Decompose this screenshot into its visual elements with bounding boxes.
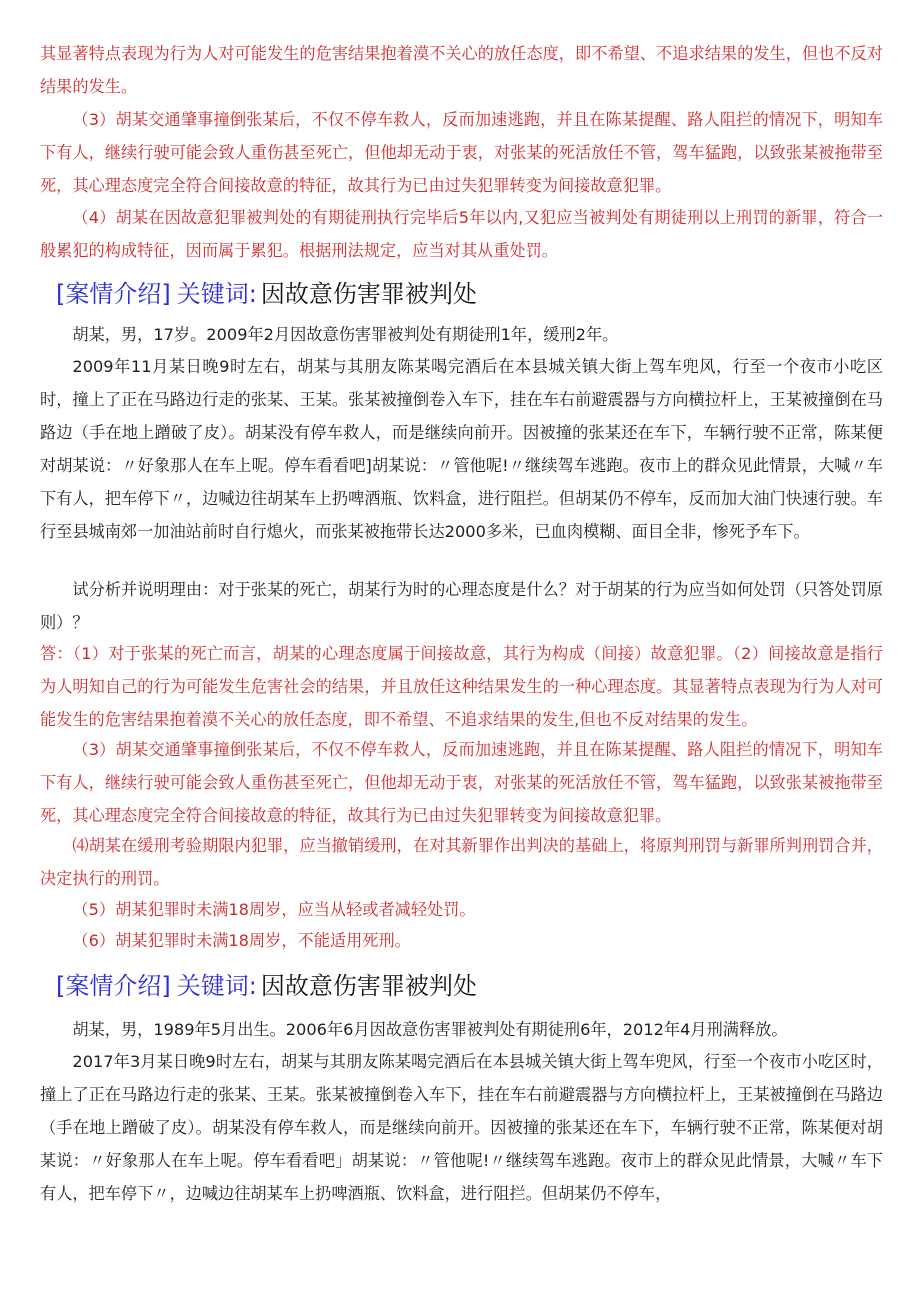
answer-paragraph-4: （4）胡某在因故意犯罪被判处的有期徒刑执行完毕后5年以内,又犯应当被判处有期徒刑以上刑罚的新罪，符合一般累犯的构成特征，因而属于累犯。根据刑法规定，应当对其从重处罚。 — [40, 208, 883, 260]
answer-paragraph-3: （3）胡某交通肇事撞倒张某后，不仅不停车救人，反而加速逃跑，并且在陈某提醒、路人阻拦的情况下，明知车下有人，继续行驶可能会致人重伤甚至死亡，但他却无动于衷，对张某的死活放任不管，驾车猛跑，以致张某被拖带至死，其心理态度完全符合间接故意的特征，故其行为已由过失犯罪转变为间接故意犯罪。 — [40, 110, 883, 195]
case-title: 因故意伤害罪被判处 — [260, 972, 477, 1000]
keyword-label: 关键词: — [176, 972, 257, 1000]
answer-paragraph-3: （3）胡某交通肇事撞倒张某后，不仅不停车救人，反而加速逃跑，并且在陈某提醒、路人阻拦的情况下，明知车下有人，继续行驶可能会致人重伤甚至死亡，但他却无动于衷，对张某的死活放任不管，驾车猛跑，以致张某被拖带至死，其心理态度完全符合间接故意的特征，故其行为已由过失犯罪转变为间接故意犯罪。 — [40, 740, 883, 825]
case-intro: 胡某，男，1989年5月出生。2006年6月因故意伤害罪被判处有期徒刑6年，2012年4月刑满释放。 — [72, 1020, 788, 1039]
case-question: 试分析并说明理由：对于张某的死亡，胡某行为时的心理态度是什么？对于胡某的行为应当如何处罚（只答处罚原则）？ — [40, 580, 883, 632]
case-intro: 胡某，男，17岁。2009年2月因故意伤害罪被判处有期徒刑1年，缓刑2年。 — [72, 325, 619, 344]
case-label: [案情介绍] — [56, 280, 171, 308]
case-label: [案情介绍] — [56, 972, 171, 1000]
answer-paragraph-1-2: 答：（1）对于张某的死亡而言，胡某的心理态度属于间接故意，其行为构成（间接）故意犯罪。（2）间接故意是指行为人明知自己的行为可能发生危害社会的结果，并且放任这种结果发生的一种心理态度。其显著特点表现为行为人对可能发生的危害结果抱着漠不关心的放任态度，即不希望、不追求结果的发生,但也不反对结果的发生。 — [40, 644, 883, 729]
answer-paragraph-6: （6）胡某犯罪时未满18周岁，不能适用死刑。 — [72, 931, 411, 950]
answer-paragraph-2-tail: 其显著特点表现为行为人对可能发生的危害结果抱着漠不关心的放任态度，即不希望、不追求结果的发生，但也不反对结果的发生。 — [40, 44, 883, 96]
case-title: 因故意伤害罪被判处 — [260, 280, 477, 308]
case-heading — [56, 274, 477, 314]
case-facts: 2017年3月某日晚9时左右，胡某与其朋友陈某喝完酒后在本县城关镇大街上驾车兜风，行至一个夜市小吃区时，撞上了正在马路边行走的张某、王某。张某被撞倒卷入车下，挂在车右前避震器与方向横拉杆上，王某被撞倒在马路边（手在地上蹭破了皮）。胡某没有停车救人，而是继续向前开。因被撞的张某还在车下，车辆行驶不正常，陈某便对胡某说：〃好象那人在车上呢。停车看看吧」胡某说：〃管他呢!〃继续驾车逃跑。夜市上的群众见此情景，大喊〃车下有人，把车停下〃，边喊边往胡某车上扔啤酒瓶、饮料盒，进行阻拦。但胡某仍不停车， — [40, 1052, 883, 1203]
case-facts: 2009年11月某日晚9时左右，胡某与其朋友陈某喝完酒后在本县城关镇大街上驾车兜风，行至一个夜市小吃区时，撞上了正在马路边行走的张某、王某。张某被撞倒卷入车下，挂在车右前避震器与方向横拉杆上，王某被撞倒在马路边（手在地上蹭破了皮）。胡某没有停车救人，而是继续向前开。因被撞的张某还在车下，车辆行驶不正常，陈某便对胡某说：〃好象那人在车上呢。停车看看吧]胡某说：〃管他呢!〃继续驾车逃跑。夜市上的群众见此情景，大喊〃车下有人，把车停下〃，边喊边往胡某车上扔啤酒瓶、饮料盒，进行阻拦。但胡某仍不停车，反而加大油门快速行驶。车行至县城南郊一加油站前时自行熄火，而张某被拖带长达2000多米，已血肉模糊、面目全非，惨死予车下。 — [40, 357, 883, 541]
case-heading — [56, 966, 477, 1006]
answer-paragraph-4: ⑷胡某在缓刑考验期限内犯罪，应当撤销缓刑，在对其新罪作出判决的基础上，将原判刑罚与新罪所判刑罚合并，决定执行的刑罚。 — [40, 836, 883, 888]
answer-paragraph-5: （5）胡某犯罪时未满18周岁，应当从轻或者减轻处罚。 — [72, 900, 476, 919]
keyword-label: 关键词: — [176, 280, 257, 308]
